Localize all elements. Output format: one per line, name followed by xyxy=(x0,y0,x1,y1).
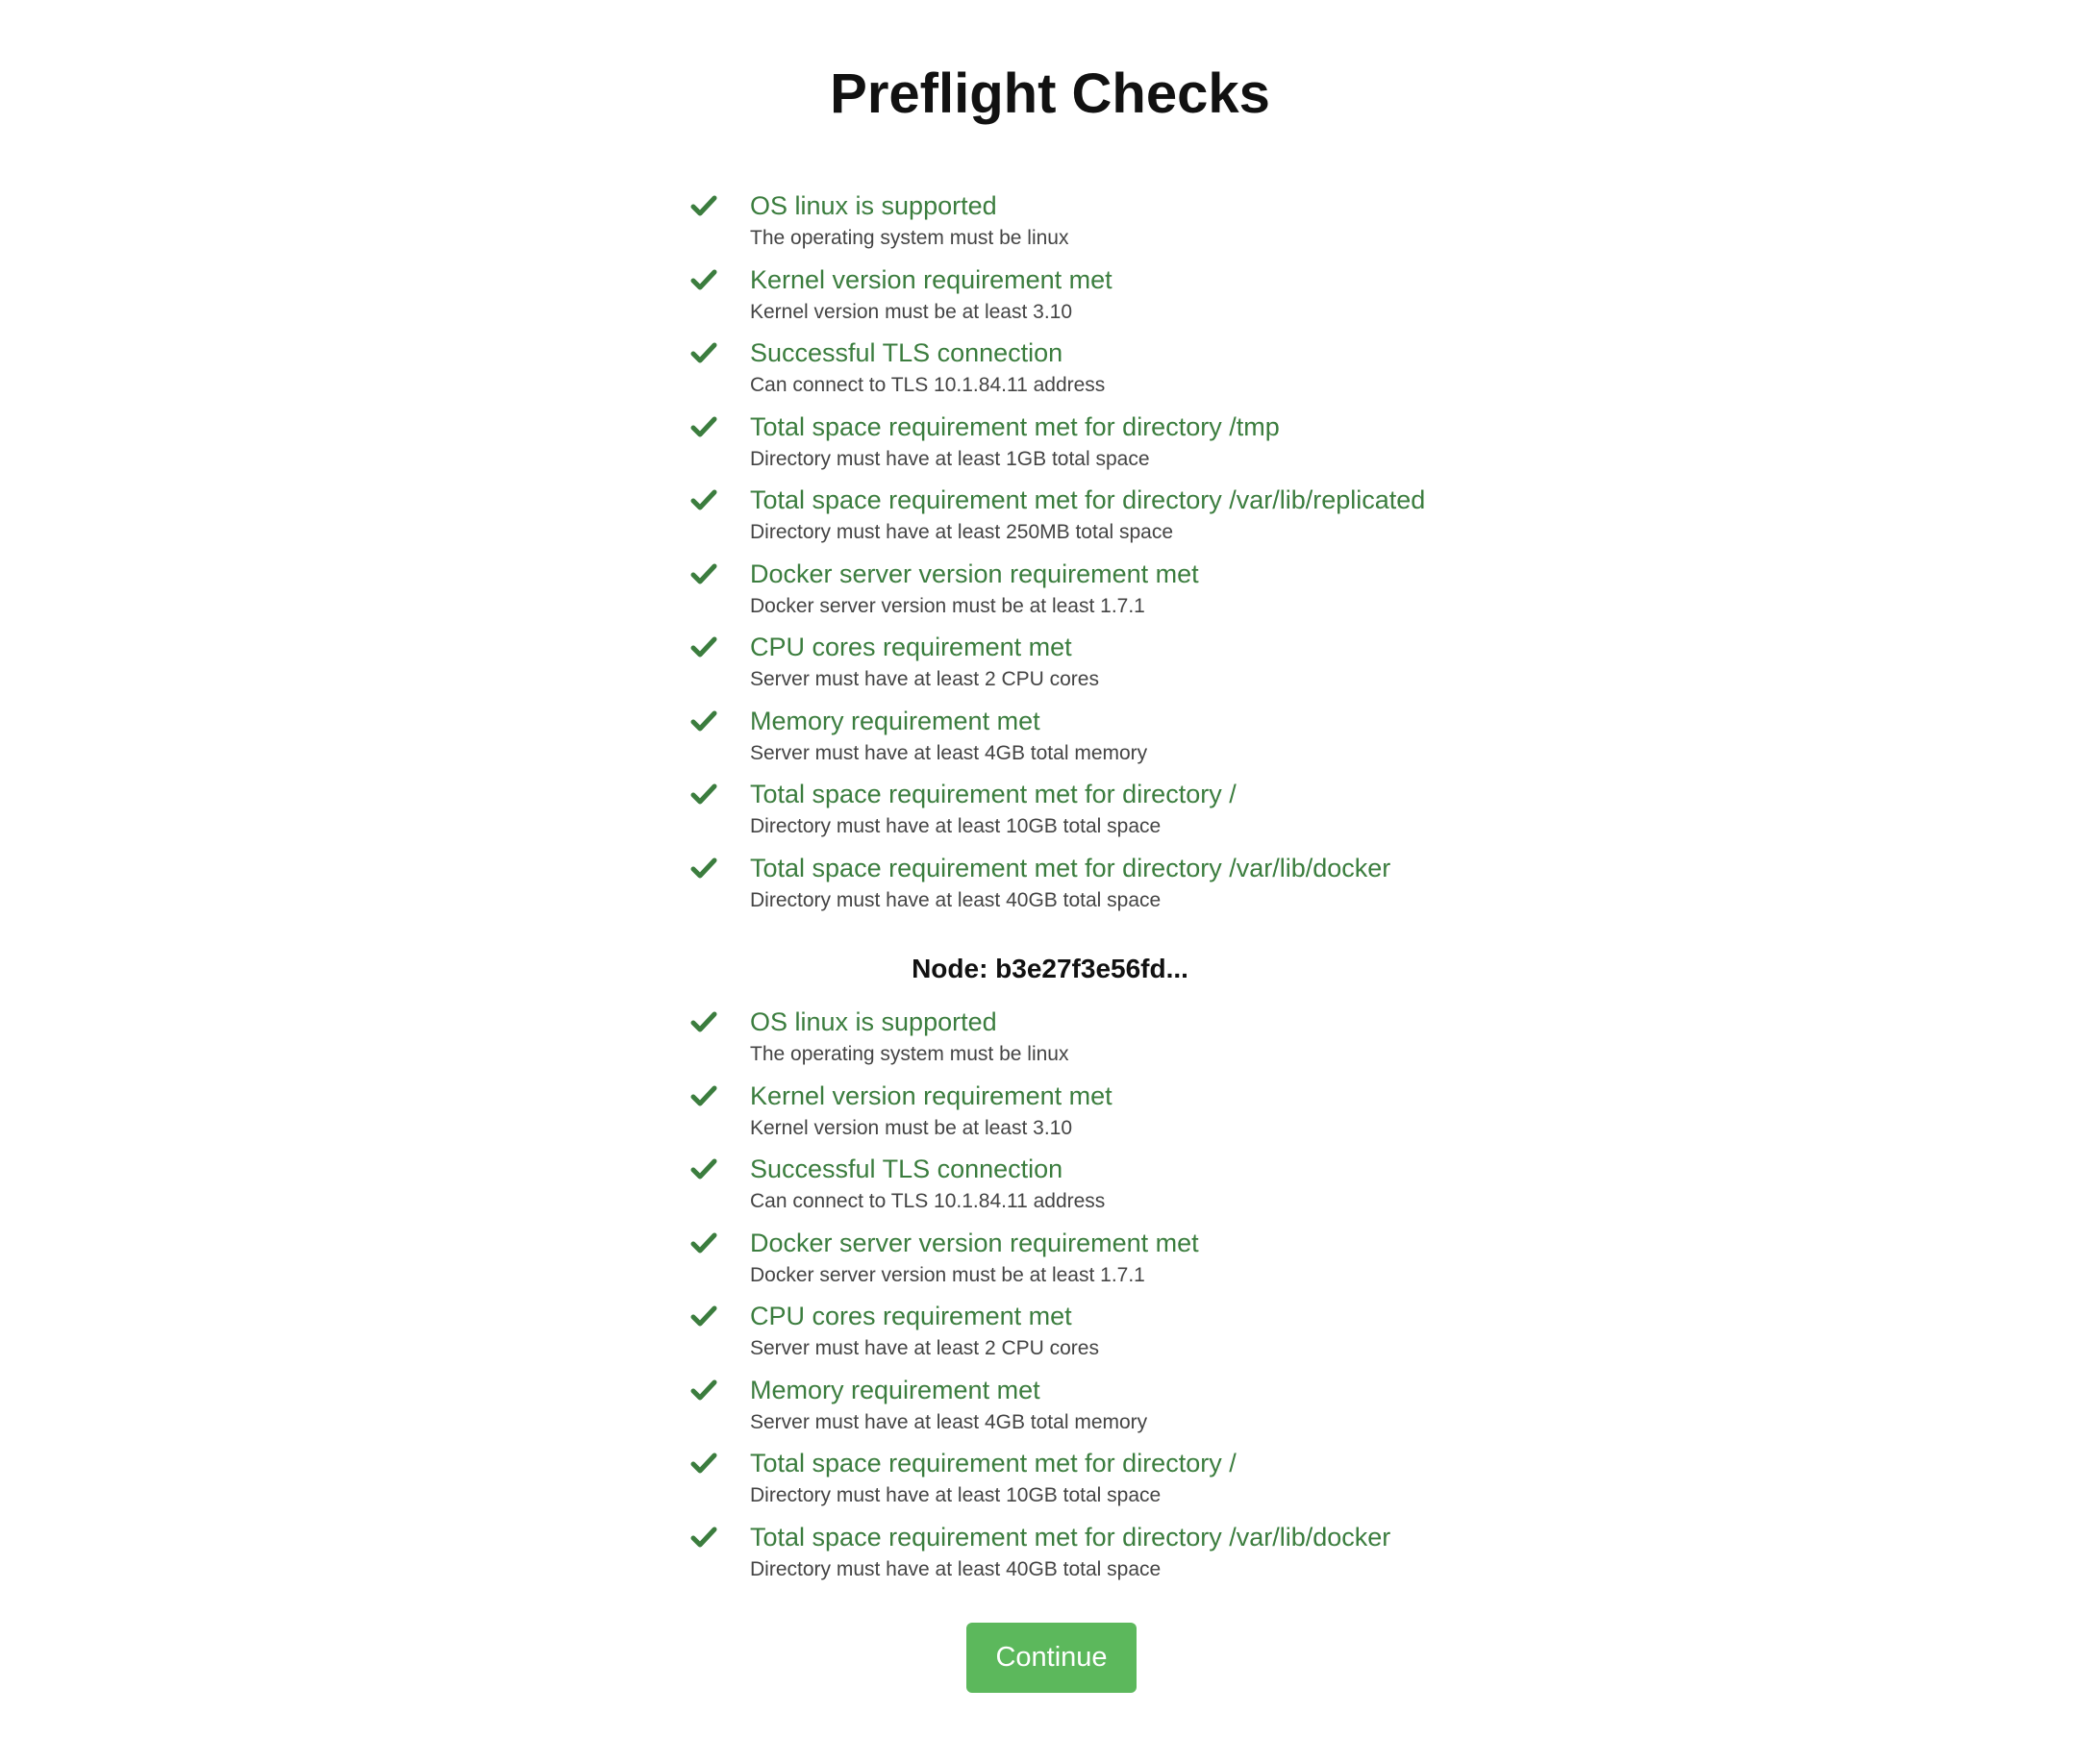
check-description: Kernel version must be at least 3.10 xyxy=(750,1116,1073,1139)
check-title: Total space requirement met for directory /var/lib/replicated xyxy=(750,485,1426,514)
check-title: CPU cores requirement met xyxy=(750,1302,1072,1330)
check-icon xyxy=(690,413,717,440)
check-title: Successful TLS connection xyxy=(750,338,1063,367)
check-item xyxy=(673,335,1538,410)
continue-button[interactable]: Continue xyxy=(966,1623,1137,1693)
check-item xyxy=(673,1520,1538,1594)
check-description: Directory must have at least 1GB total space xyxy=(750,447,1150,470)
check-item xyxy=(673,1079,1538,1153)
check-title: Total space requirement met for directory /var/lib/docker xyxy=(750,1522,1391,1552)
node-heading: Node: b3e27f3e56fd... xyxy=(912,954,1188,983)
check-item xyxy=(673,1446,1538,1520)
check-item xyxy=(673,410,1538,484)
check-description: Directory must have at least 10GB total space xyxy=(750,1484,1162,1506)
check-title: Docker server version requirement met xyxy=(750,559,1199,588)
check-icon xyxy=(690,708,717,734)
check-description: Server must have at least 2 CPU cores xyxy=(750,668,1099,690)
check-title: Total space requirement met for directory /var/lib/docker xyxy=(750,853,1391,882)
check-item xyxy=(673,1299,1538,1373)
check-item xyxy=(673,777,1538,851)
check-description: Docker server version must be at least 1.7.1 xyxy=(750,1263,1145,1286)
check-item xyxy=(673,1226,1538,1300)
check-icon xyxy=(690,1377,717,1403)
check-icon xyxy=(690,192,717,219)
check-description: Docker server version must be at least 1.7.1 xyxy=(750,594,1145,617)
check-icon xyxy=(690,266,717,293)
check-title: Total space requirement met for directory /tmp xyxy=(750,411,1280,441)
check-icon xyxy=(690,560,717,587)
check-icon xyxy=(690,633,717,660)
check-icon xyxy=(690,1450,717,1477)
check-item xyxy=(673,557,1538,631)
check-item xyxy=(673,704,1538,778)
check-icon xyxy=(690,1229,717,1256)
check-description: Server must have at least 4GB total memory xyxy=(750,1410,1148,1433)
check-description: Kernel version must be at least 3.10 xyxy=(750,300,1073,323)
check-description: Can connect to TLS 10.1.84.11 address xyxy=(750,1190,1106,1212)
page-title: Preflight Checks xyxy=(830,62,1270,125)
check-icon xyxy=(690,781,717,807)
check-item xyxy=(673,188,1538,262)
check-item xyxy=(673,1152,1538,1226)
check-title: OS linux is supported xyxy=(750,191,997,220)
check-title: OS linux is supported xyxy=(750,1007,997,1036)
check-icon xyxy=(690,1155,717,1182)
check-title: CPU cores requirement met xyxy=(750,633,1072,661)
check-title: Docker server version requirement met xyxy=(750,1228,1199,1257)
check-description: Can connect to TLS 10.1.84.11 address xyxy=(750,374,1106,396)
check-icon xyxy=(690,1082,717,1109)
check-title: Kernel version requirement met xyxy=(750,264,1112,294)
check-description: Directory must have at least 250MB total space xyxy=(750,521,1174,543)
check-icon xyxy=(690,855,717,882)
cluster-checks-list xyxy=(673,188,1538,924)
check-icon xyxy=(690,339,717,366)
check-description: The operating system must be linux xyxy=(750,227,1069,249)
check-description: Server must have at least 4GB total memory xyxy=(750,741,1148,764)
check-description: Server must have at least 2 CPU cores xyxy=(750,1337,1099,1359)
check-icon xyxy=(690,486,717,513)
check-description: The operating system must be linux xyxy=(750,1043,1069,1065)
check-description: Directory must have at least 40GB total space xyxy=(750,1557,1162,1580)
check-title: Successful TLS connection xyxy=(750,1155,1063,1183)
check-item xyxy=(673,630,1538,704)
check-title: Total space requirement met for directory / xyxy=(750,1449,1237,1477)
node-checks-list xyxy=(673,1005,1538,1593)
check-icon xyxy=(690,1524,717,1551)
check-title: Kernel version requirement met xyxy=(750,1080,1112,1110)
check-item xyxy=(673,262,1538,336)
check-item xyxy=(673,1005,1538,1079)
check-description: Directory must have at least 40GB total space xyxy=(750,888,1162,911)
check-icon xyxy=(690,1008,717,1035)
check-item xyxy=(673,1373,1538,1447)
check-description: Directory must have at least 10GB total space xyxy=(750,815,1162,837)
check-title: Total space requirement met for directory / xyxy=(750,780,1237,808)
check-title: Memory requirement met xyxy=(750,706,1040,735)
check-icon xyxy=(690,1303,717,1329)
check-item xyxy=(673,851,1538,925)
check-title: Memory requirement met xyxy=(750,1375,1040,1404)
check-item xyxy=(673,483,1538,557)
